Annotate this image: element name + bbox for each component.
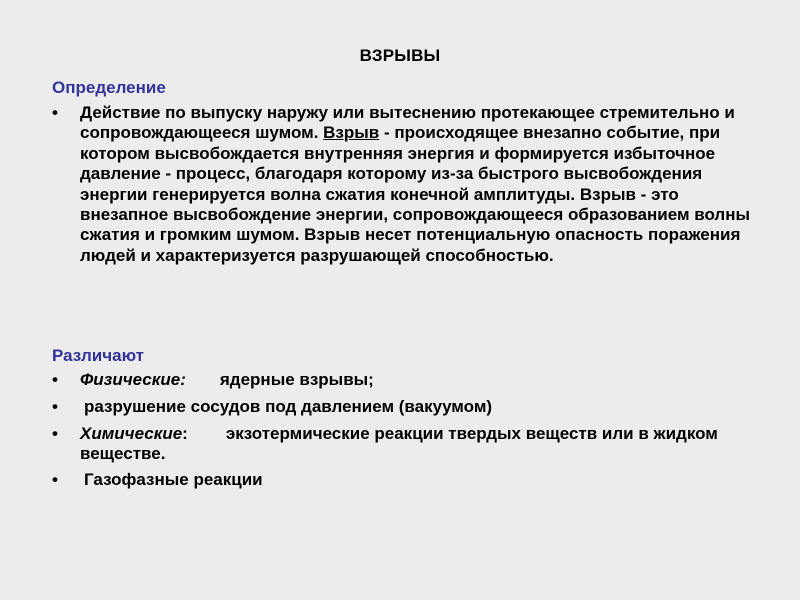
bullet-marker: • <box>52 470 58 489</box>
type-value: Газофазные реакции <box>84 470 263 489</box>
bullet-marker: • <box>52 424 58 443</box>
bullet-marker: • <box>52 397 58 416</box>
type-value: экзотермические реакции твердых веществ или в жидком веществе. <box>80 424 718 464</box>
type-item-vessels <box>52 397 752 417</box>
definition-term: Взрыв <box>323 123 380 143</box>
bullet-marker: • <box>52 103 58 122</box>
definition-text <box>80 103 752 266</box>
definition-text-part2: - происходящее внезапно событие, при котором высвобождается внутренняя энергия и формируется избыточное давление - процесс, благодаря которому из-за быстрого высвобождения энергии генерируется волна сжатия конечной амплитуды. Взрыв - это внезапное высвобождение энергии, сопровождающееся образованием волны сжатия и громким шумом. Взрыв несет потенциальную опасность поражения людей и характеризуется разрушающей способностью. <box>80 123 751 265</box>
definition-bullet <box>52 103 752 266</box>
type-item-chemical <box>52 424 752 465</box>
type-item-physical <box>52 370 752 390</box>
type-label-suffix: : <box>182 424 188 443</box>
slide-title: ВЗРЫВЫ <box>359 46 441 65</box>
type-label: Физические: <box>80 370 186 389</box>
type-value: разрушение сосудов под давлением (вакуумом) <box>84 397 493 416</box>
type-label: Химические <box>80 424 183 443</box>
definition-text-part1: Действие по выпуску наружу или вытеснению протекающее стремительно и сопровождающееся шумом. <box>80 103 735 143</box>
distinguish-heading: Различают <box>52 346 144 365</box>
type-item-gas-phase <box>52 470 752 490</box>
type-value: ядерные взрывы; <box>219 370 374 389</box>
bullet-marker: • <box>52 370 58 389</box>
definition-heading: Определение <box>52 78 166 97</box>
